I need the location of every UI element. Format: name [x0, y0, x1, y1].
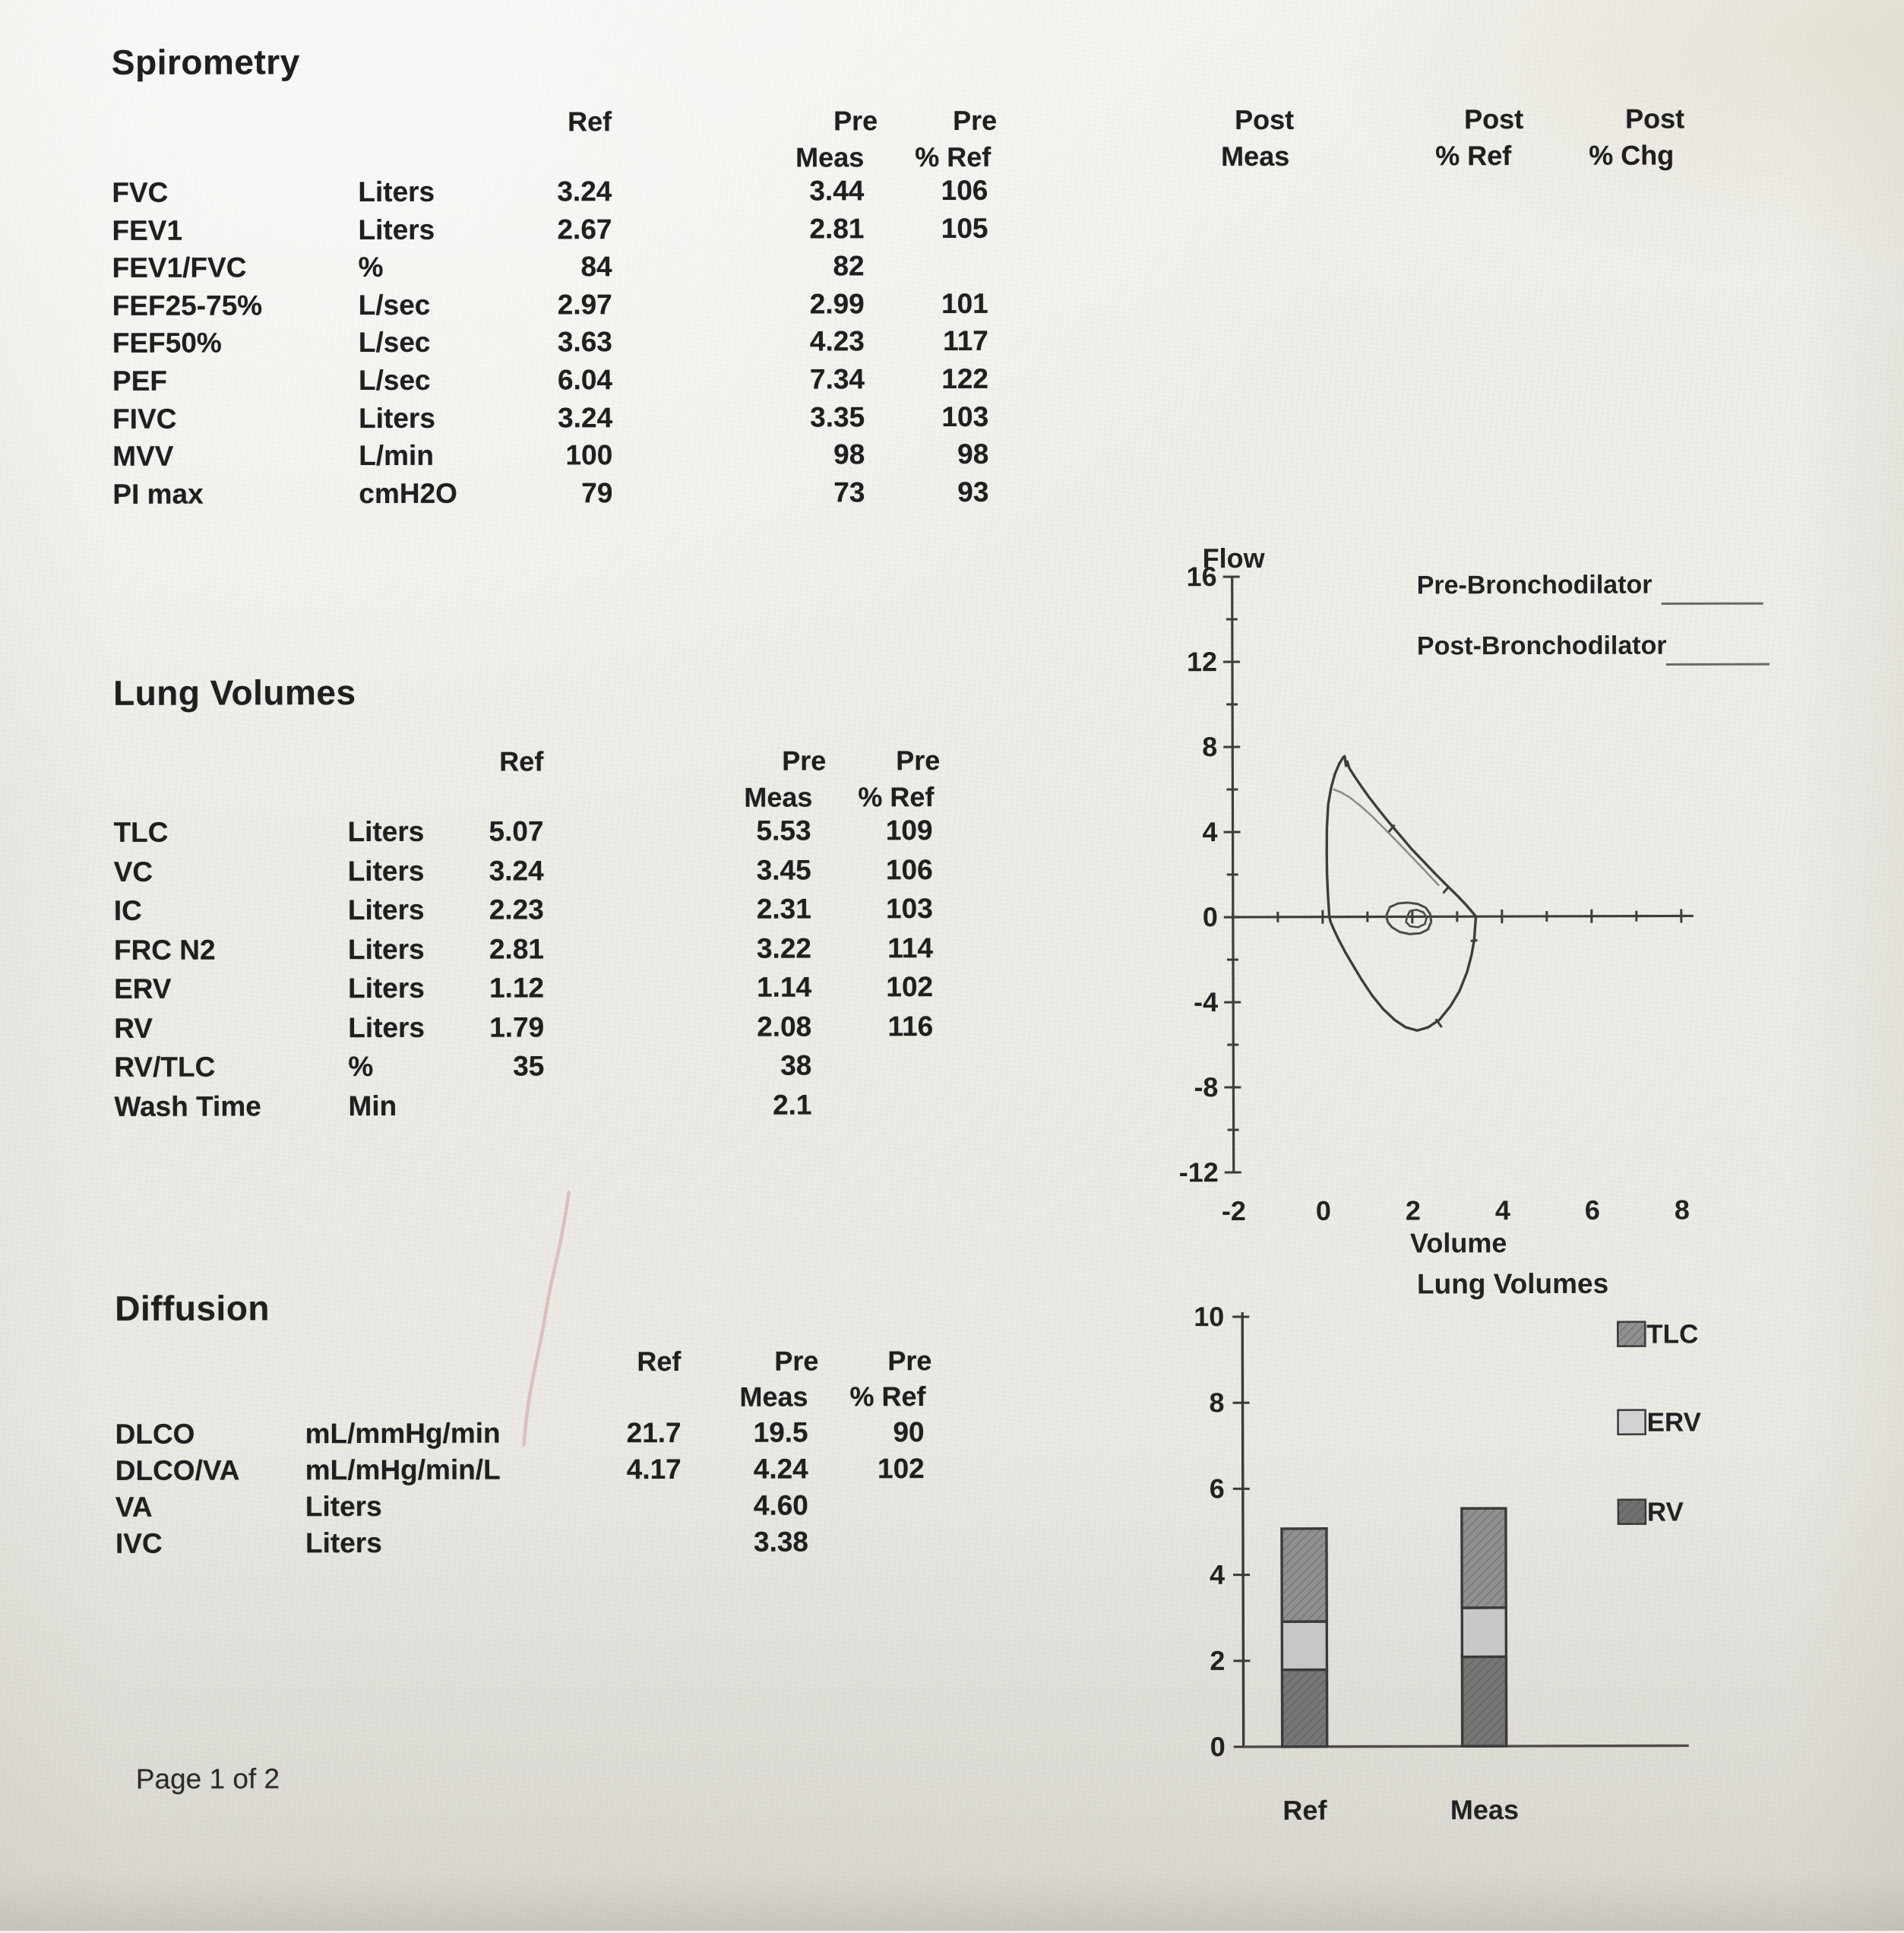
param-label: FEF25-75%: [112, 289, 263, 322]
erv-segment: [1462, 1608, 1506, 1657]
pre-meas-value: 19.5: [754, 1416, 808, 1448]
pre-meas-value: 5.53: [756, 815, 811, 846]
diffusion-header-line2: % Ref: [849, 1381, 925, 1413]
page-number: Page 1 of 2: [136, 1763, 280, 1795]
units-label: mL/mmHg/min: [305, 1418, 501, 1451]
units-label: cmH2O: [359, 477, 457, 509]
bar-chart-title: Lung Volumes: [1417, 1268, 1608, 1300]
rv-segment-hatch: [1282, 1669, 1327, 1746]
units-label: Liters: [348, 933, 425, 965]
bar-y-tick-label: 0: [1210, 1731, 1226, 1762]
pre-meas-value: 3.22: [757, 932, 811, 964]
param-label: TLC: [113, 817, 168, 849]
spirometry-header-line1: Post: [1625, 103, 1684, 134]
bar-y-axis: [1242, 1312, 1243, 1747]
ref-value: 2.67: [557, 214, 612, 245]
pre-pct-ref-value: 114: [887, 932, 933, 964]
pre-pct-ref-value: 101: [941, 288, 988, 320]
legend-swatch-hatch: [1618, 1500, 1646, 1524]
ref-value: 2.97: [558, 289, 612, 321]
units-label: %: [359, 252, 384, 283]
param-label: PI max: [112, 478, 203, 510]
units-label: L/sec: [359, 289, 431, 321]
bar-y-tick-label: 8: [1209, 1387, 1224, 1418]
ref-value: 3.24: [489, 855, 544, 887]
pre-pct-ref-value: 109: [886, 815, 933, 846]
param-label: PEF: [112, 365, 167, 397]
lung_volumes-header-line1: Ref: [499, 745, 543, 777]
legend-swatch-erv: [1618, 1410, 1646, 1435]
diffusion-header-line1: Ref: [637, 1346, 681, 1378]
pre-pct-ref-value: 90: [893, 1416, 924, 1448]
units-label: Liters: [359, 402, 435, 434]
ref-value: 1.12: [489, 972, 544, 1004]
volume-x-tick-label: 8: [1675, 1194, 1690, 1225]
flow-y-tick-label: -4: [1194, 986, 1218, 1017]
spirometry-header-line1: Pre: [833, 105, 878, 137]
legend-swatch-hatch: [1618, 1322, 1645, 1346]
param-label: DLCO/VA: [115, 1454, 240, 1486]
pre-pct-ref-value: 106: [941, 175, 988, 207]
legend-pre-bronchodilator: Pre-Bronchodilator: [1417, 571, 1653, 600]
ref-value: 3.63: [558, 327, 612, 359]
units-label: Liters: [358, 176, 435, 208]
param-label: FEF50%: [112, 327, 222, 359]
diffusion-header-line1: Pre: [887, 1345, 931, 1377]
spirometry-header-line2: % Chg: [1589, 140, 1674, 172]
pre-meas-value: 4.24: [754, 1453, 808, 1485]
pre-pct-ref-value: 103: [886, 893, 933, 925]
pre-pct-ref-value: 98: [957, 438, 988, 470]
pre-pct-ref-value: 117: [943, 325, 988, 357]
param-label: MVV: [112, 441, 173, 473]
lung_volumes-header-line2: % Ref: [858, 781, 934, 813]
volume-x-tick-label: 4: [1495, 1194, 1510, 1226]
erv-segment: [1282, 1621, 1327, 1670]
lung-volumes-section-title: Lung Volumes: [113, 672, 356, 713]
param-label: ERV: [114, 973, 172, 1005]
param-label: IC: [114, 895, 142, 927]
units-label: Min: [348, 1090, 397, 1122]
units-label: Liters: [347, 816, 424, 848]
pre-pct-ref-value: 93: [957, 476, 988, 508]
spirometry-header-line1: Ref: [568, 106, 612, 138]
bar-y-tick-label: 2: [1210, 1645, 1225, 1676]
spirometry-header-line2: Meas: [1221, 141, 1289, 172]
pre-meas-value: 73: [833, 476, 865, 508]
param-label: RV: [114, 1012, 153, 1044]
units-label: mL/mHg/min/L: [305, 1454, 501, 1487]
ref-value: 100: [565, 439, 612, 471]
pre-pct-ref-value: 105: [941, 212, 988, 244]
diffusion-header-line1: Pre: [774, 1345, 818, 1377]
bar-category-label: Meas: [1450, 1794, 1519, 1825]
diffusion-section-title: Diffusion: [115, 1287, 270, 1329]
legend-label-tlc: TLC: [1646, 1319, 1698, 1349]
units-label: Liters: [305, 1527, 382, 1559]
pre-meas-value: 3.44: [809, 175, 864, 207]
spirometry-header-line2: % Ref: [1435, 140, 1511, 172]
units-label: Liters: [348, 973, 425, 1004]
ref-value: 21.7: [627, 1417, 682, 1449]
flow-y-tick-label: -12: [1179, 1156, 1219, 1188]
param-label: VC: [114, 856, 153, 887]
spirometry-header-line1: Post: [1464, 103, 1523, 135]
spirometry-header-line2: Meas: [795, 141, 864, 173]
units-label: %: [348, 1051, 373, 1083]
pre-meas-value: 2.31: [757, 893, 811, 925]
pre-meas-value: 2.81: [809, 213, 864, 245]
pre-meas-value: 4.23: [810, 326, 865, 358]
pre-meas-value: 3.45: [757, 854, 811, 886]
ref-value: 1.79: [489, 1011, 544, 1043]
pink-pen-mark: [472, 1156, 625, 1476]
lung_volumes-header-line2: Meas: [744, 781, 812, 813]
legend-label-rv: RV: [1647, 1497, 1684, 1526]
pre-pct-ref-value: 102: [886, 971, 933, 1003]
post-effort-curve: [1333, 789, 1440, 886]
pre-pct-ref-value: 106: [886, 854, 933, 886]
curve-tick-mark: [1443, 887, 1449, 894]
pre-meas-value: 2.99: [810, 288, 865, 320]
spirometry-header-line1: Post: [1235, 104, 1294, 136]
tidal-breathing-loop-inner: [1406, 910, 1427, 927]
param-label: FRC N2: [114, 934, 216, 966]
lung_volumes-header-line1: Pre: [896, 745, 940, 777]
param-label: VA: [115, 1492, 153, 1523]
units-label: Liters: [358, 214, 435, 245]
flow-y-tick-label: -8: [1194, 1071, 1218, 1103]
volume-x-tick-label: 2: [1406, 1194, 1421, 1226]
param-label: FEV1/FVC: [112, 252, 247, 284]
bar-y-tick-label: 10: [1194, 1301, 1224, 1332]
ref-value: 2.23: [489, 894, 544, 925]
pre-pct-ref-value: 102: [878, 1453, 925, 1485]
pre-meas-value: 4.60: [754, 1489, 808, 1521]
flow-volume-loop-chart: [1169, 495, 1847, 1302]
ref-value: 3.24: [558, 402, 612, 434]
units-label: L/min: [359, 440, 434, 472]
flow-y-tick-label: 4: [1202, 816, 1217, 847]
spirometry-section-title: Spirometry: [112, 41, 300, 83]
param-label: FIVC: [112, 403, 176, 435]
ref-value: 5.07: [489, 815, 543, 847]
pre-meas-value: 98: [833, 438, 865, 470]
ref-value: 3.24: [557, 176, 612, 207]
flow-y-tick-label: 12: [1187, 646, 1217, 677]
pre-meas-value: 3.38: [754, 1526, 808, 1558]
lung-volumes-bar-chart: [1186, 1258, 1887, 1890]
units-label: Liters: [305, 1491, 382, 1523]
units-label: Liters: [348, 894, 425, 926]
pre-meas-value: 2.08: [757, 1011, 811, 1042]
pre-meas-value: 2.1: [773, 1089, 812, 1121]
ref-value: 2.81: [489, 933, 544, 965]
pre-pct-ref-value: 122: [941, 363, 988, 395]
param-label: FVC: [112, 177, 168, 209]
stacked-bar-meas: [1462, 1508, 1507, 1746]
ref-value: 4.17: [627, 1454, 682, 1485]
pre-meas-value: 38: [780, 1049, 811, 1081]
volume-x-tick-label: -2: [1222, 1195, 1246, 1226]
pre-pct-ref-value: 116: [887, 1011, 933, 1042]
volume-x-tick-label: 0: [1316, 1195, 1331, 1226]
units-label: Liters: [348, 1011, 425, 1043]
param-label: RV/TLC: [114, 1052, 215, 1084]
tlc-segment-hatch: [1462, 1508, 1506, 1608]
flow-y-tick-label: 8: [1202, 731, 1217, 762]
legend-post-bronchodilator: Post-Bronchodilator: [1417, 631, 1667, 661]
param-label: DLCO: [115, 1419, 195, 1451]
volume-axis-label: Volume: [1410, 1227, 1507, 1258]
bar-category-label: Ref: [1283, 1795, 1327, 1826]
ref-value: 6.04: [558, 364, 612, 396]
units-label: L/sec: [359, 327, 431, 359]
rv-segment-hatch: [1462, 1656, 1506, 1746]
tidal-breathing-loop: [1387, 903, 1431, 935]
pre-meas-value: 82: [833, 250, 864, 282]
pre-pct-ref-value: 103: [941, 400, 988, 432]
units-label: Liters: [348, 855, 425, 887]
pre-meas-value: 1.14: [757, 971, 811, 1003]
volume-x-tick-label: 6: [1585, 1194, 1600, 1226]
volume-x-axis: [1233, 916, 1694, 917]
units-label: L/sec: [359, 365, 431, 397]
pre-meas-value: 7.34: [810, 363, 865, 395]
pre-meas-value: 3.35: [810, 401, 865, 433]
flow-axis-label: Flow: [1203, 543, 1266, 574]
param-label: FEV1: [112, 214, 182, 246]
stacked-bar-ref: [1282, 1529, 1327, 1747]
legend-label-erv: ERV: [1647, 1407, 1702, 1437]
bar-y-tick-label: 4: [1210, 1559, 1225, 1590]
lung_volumes-header-line1: Pre: [782, 745, 826, 777]
param-label: IVC: [115, 1528, 163, 1560]
param-label: Wash Time: [114, 1090, 261, 1123]
flow-y-tick-label: 16: [1187, 561, 1217, 592]
ref-value: 84: [580, 251, 612, 283]
ref-value: 79: [581, 477, 612, 509]
ref-value: 35: [513, 1050, 544, 1082]
bar-y-tick-label: 6: [1210, 1473, 1225, 1504]
spirometry-header-line1: Pre: [953, 105, 997, 137]
spirometry-header-line2: % Ref: [915, 141, 991, 173]
flow-y-tick-label: 0: [1203, 901, 1218, 932]
tlc-segment-hatch: [1282, 1529, 1327, 1621]
diffusion-header-line2: Meas: [739, 1381, 808, 1413]
